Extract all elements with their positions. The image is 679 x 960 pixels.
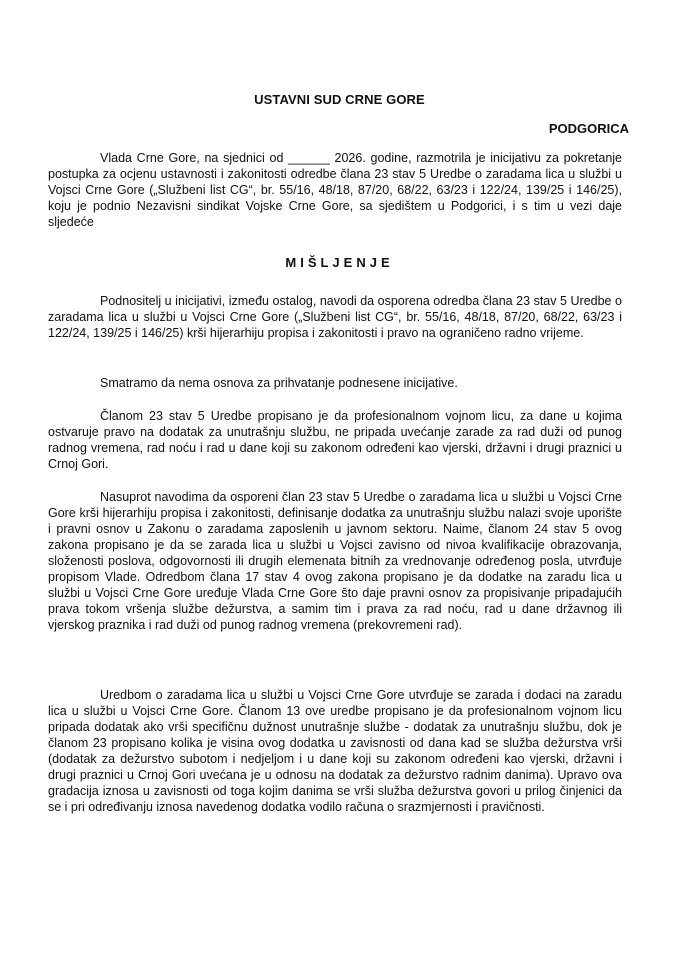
addressee-court-name: USTAVNI SUD CRNE GORE	[254, 92, 425, 107]
body-paragraph: Podnositelj u inicijativi, između ostalog, navodi da osporena odredba člana 23 stav 5 Uredbe o zaradama lica u službi u Vojsci Crne Gore („Službeni list CG“, br. 55/16, 48/18, 87/20, 68/22, 63/23 i 122/24, 139/25 i 146/25) krši hijerarhiju propisa i zakonitosti i pravo na ograničeno radno vrijeme.	[48, 294, 622, 340]
document-title: MIŠLJENJE	[285, 255, 394, 270]
body-paragraph: Nasuprot navodima da osporeni član 23 stav 5 Uredbe o zaradama lica u službi u Vojsci Crne Gore krši hijerarhiju propisa i zakonitosti, definisanje dodatka za unutrašnju službu nalazi svoje uporište i pravni osnov u Zakonu o zaradama zaposlenih u javnom sektoru. Naime, članom 24 stav 5 ovog zakona propisano je da se zarada lica u službi u Vojsci zavisno od nivoa kvalifikacije obrazovanja, složenosti poslova, odgovornosti ili drugih elemenata bitnih za vrednovanje određenog posla, utvrđuje propisom Vlade. Odredbom člana 17 stav 4 ovog zakona propisano je da dodatke na zaradu lica u službi u Vojsci Crne Gore uređuje Vlada Crne Gore što daje pravni osnov za propisivanje pripadajućih prava tokom vršenja službe dežurstva, a samim tim i prava za rad noću, rad u dane državnog ili vjerskog praznika i rad duži od punog radnog vremena (prekovremeni rad).	[48, 490, 622, 632]
body-paragraph: Smatramo da nema osnova za prihvatanje podnesene inicijative.	[100, 376, 458, 390]
addressee-city: PODGORICA	[548, 121, 629, 136]
body-paragraph: Uredbom o zaradama lica u službi u Vojsci Crne Gore utvrđuje se zarada i dodaci na zaradu lica u službi u Vojsci Crne Gore. Članom 13 ove uredbe propisano je da profesionalnom vojnom licu pripada dodatak ako vrši specifičnu dužnost unutrašnje službe - dodatak za unutrašnju službu, dok je članom 23 propisano kolika je visina ovog dodatka u zavisnosti od dana kad se služba dežurstva vrši (dodatak za dežurstvo subotom i nedjeljom i u dane koji su zakonom određeni kao vjerski, državni i drugi praznici u Crnoj Gori uvećana je u odnosu na dodatak za dežurstvo radnim danima). Upravo ova gradacija iznosa u zavisnosti od toga kojim danima se vrši služba dežurstva govori u prilog činjenici da se i pri određivanju iznosa navedenog dodatka vodilo računa o srazmjernosti i pravičnosti.	[48, 688, 622, 814]
body-paragraph: Članom 23 stav 5 Uredbe propisano je da profesionalnom vojnom licu, za dane u kojima ostvaruje pravo na dodatak za unutrašnju službu, ne pripada uvećanje zarade za rad duži od punog radnog vremena, rad noću i rad u dane koji su zakonom određeni kao vjerski, državni i drugi praznici u Crnoj Gori.	[48, 409, 622, 471]
intro-paragraph: Vlada Crne Gore, na sjednici od ______ 2026. godine, razmotrila je inicijativu za pokretanje postupka za ocjenu ustavnosti i zakonitosti odredbe člana 23 stav 5 Uredbe o zaradama lica u službi u Vojsci Crne Gore („Službeni list CG“, br. 55/16, 48/18, 87/20, 68/22, 63/23 i 122/24, 139/25 i 146/25), koju je podnio Nezavisni sindikat Vojske Crne Gore, sa sjedištem u Podgorici, i s tim u vezi daje sljedeće	[48, 151, 622, 229]
